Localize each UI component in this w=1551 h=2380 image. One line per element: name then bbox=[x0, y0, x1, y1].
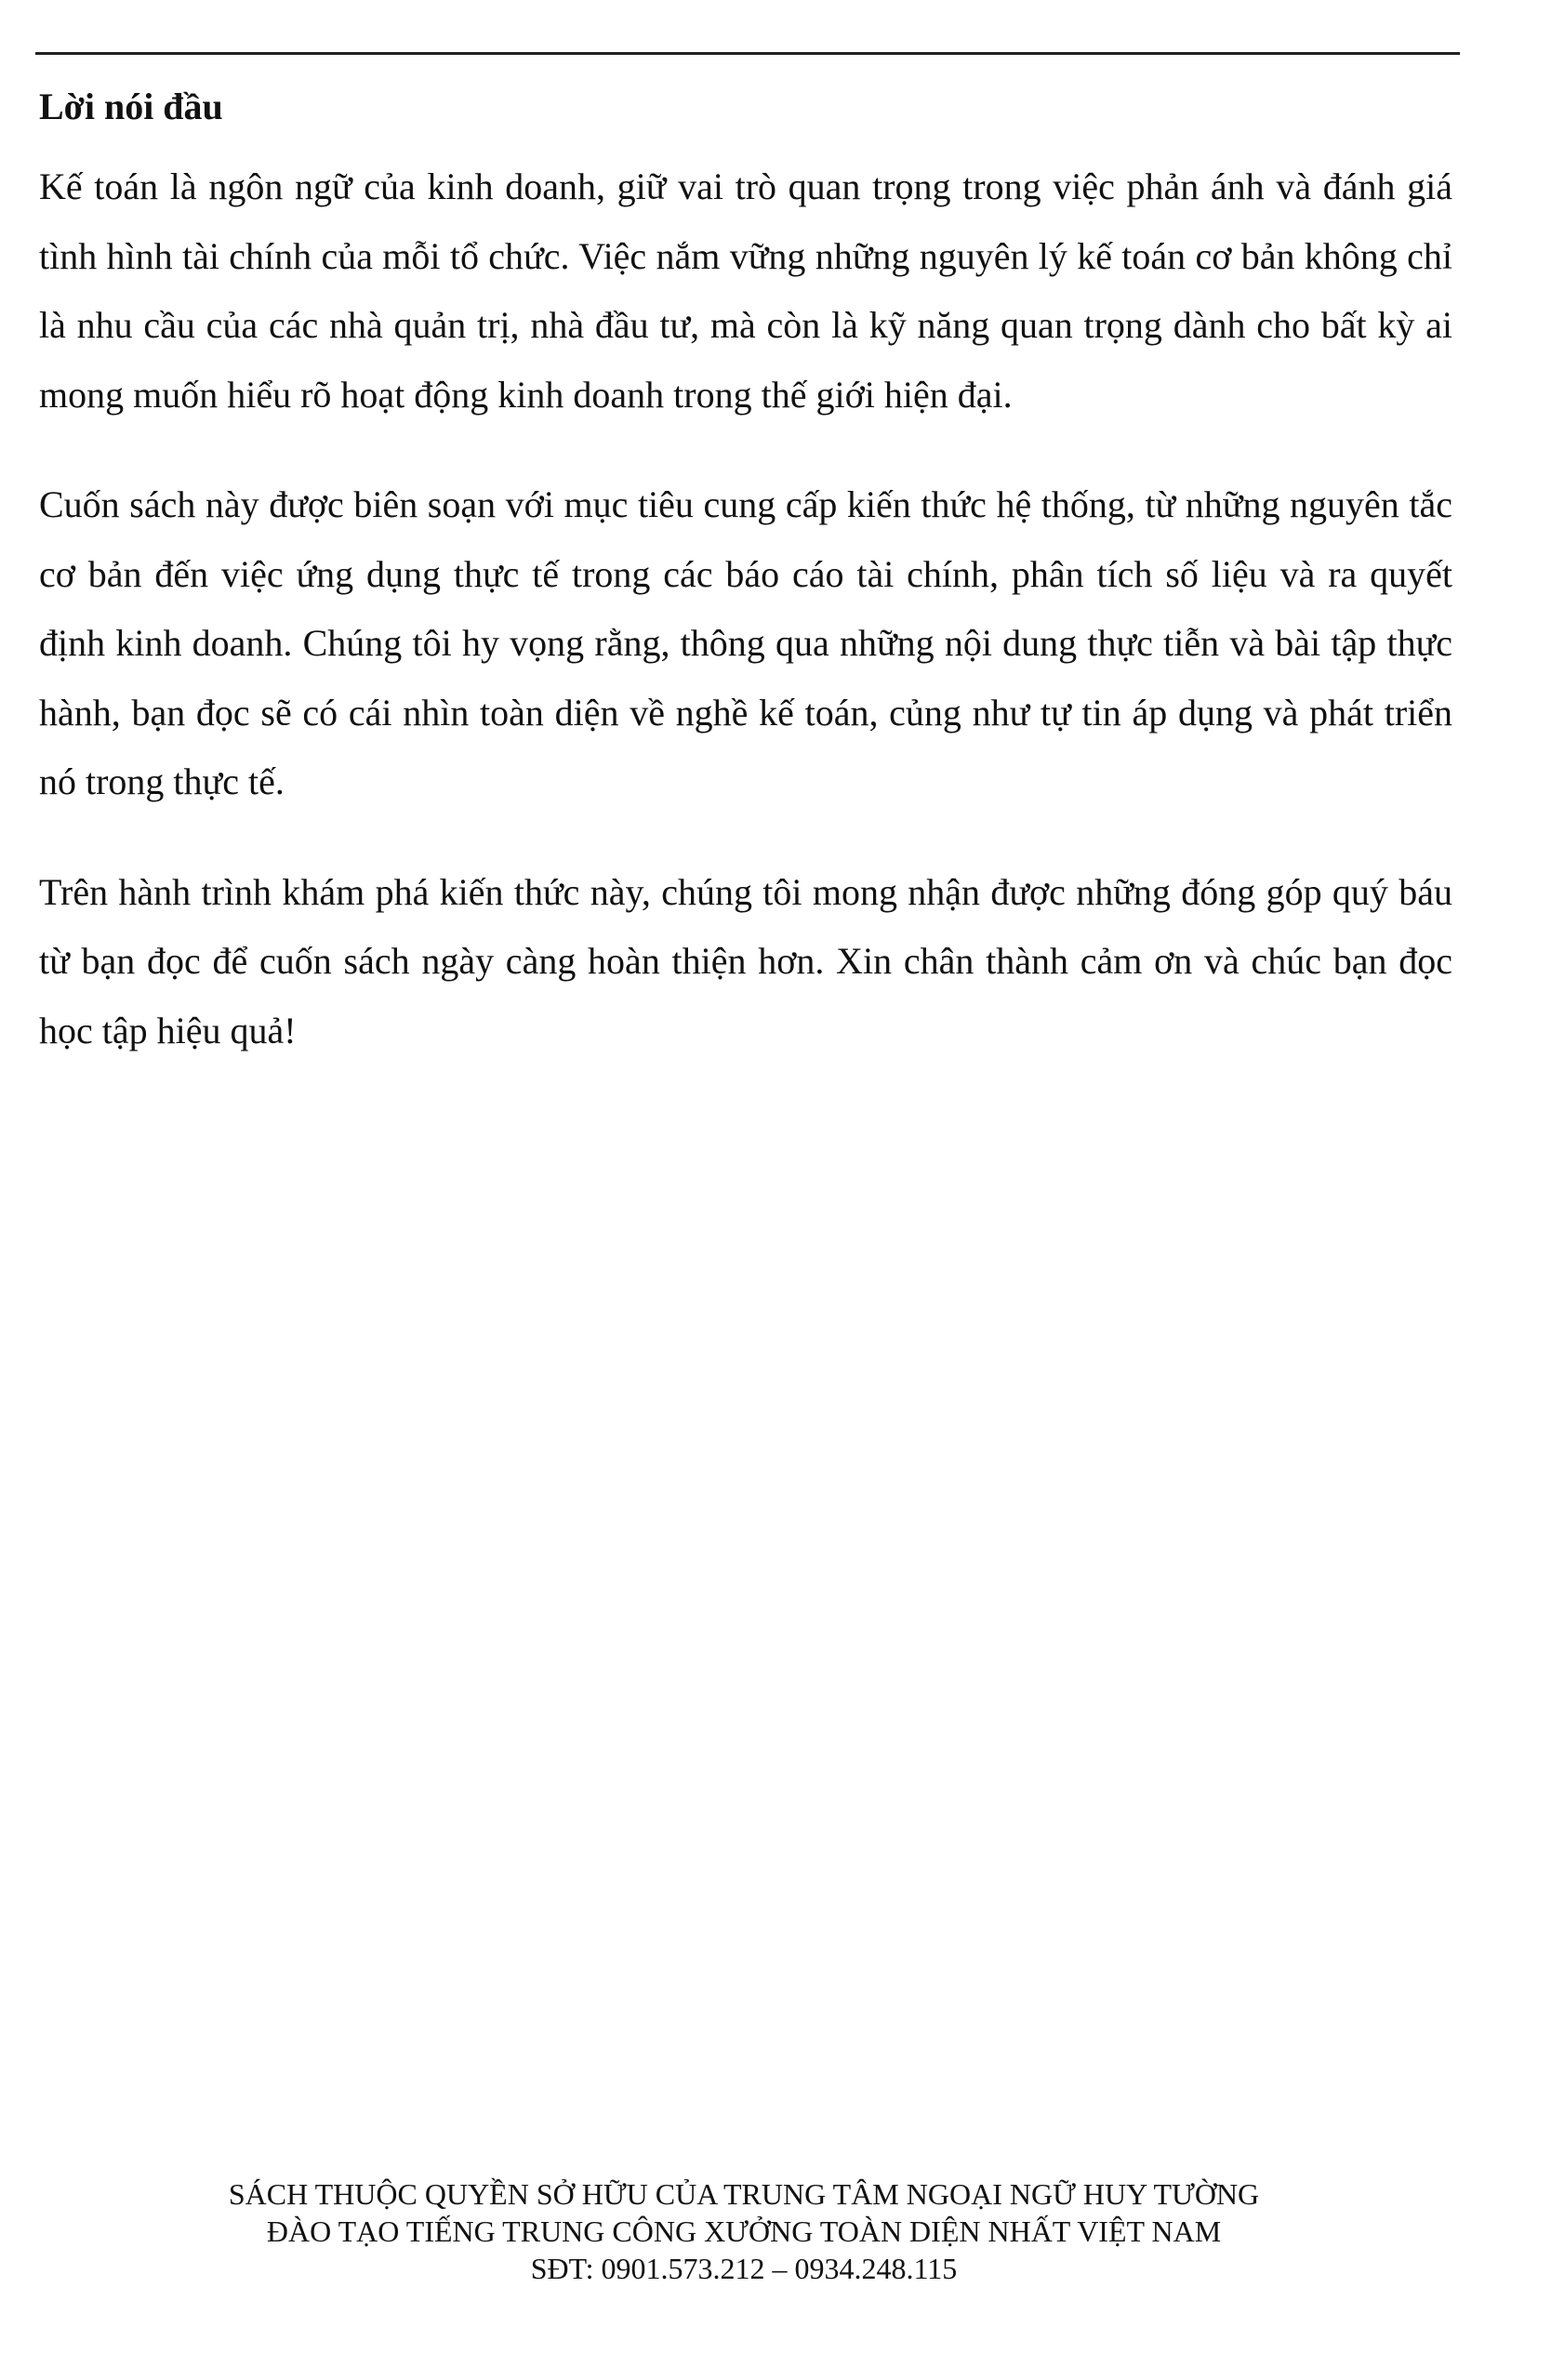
paragraph-1: Kế toán là ngôn ngữ của kinh doanh, giữ vai trò quan trọng trong việc phản ánh và đánh giá tình hình tài chính của mỗi tổ chức. Việc nắm vững những nguyên lý kế toán cơ bản không chỉ là nhu cầu của các nhà quản trị, nhà đầu tư, mà còn là kỹ năng quan trọng dành cho bất kỳ ai mong muốn hiểu rõ hoạt động kinh doanh trong thế giới hiện đại. bbox=[39, 165, 1452, 416]
paragraph-2: Cuốn sách này được biên soạn với mục tiêu cung cấp kiến thức hệ thống, từ những nguyên tắc cơ bản đến việc ứng dụng thực tế trong các báo cáo tài chính, phân tích số liệu và ra quyết định kinh doanh. Chúng tôi hy vọng rằng, thông qua những nội dung thực tiễn và bài tập thực hành, bạn đọc sẽ có cái nhìn toàn diện về nghề kế toán, củng như tự tin áp dụng và phát triển nó trong thực tế. bbox=[39, 483, 1452, 802]
footer-tagline: ĐÀO TẠO TIẾNG TRUNG CÔNG XƯỞNG TOÀN DIỆN NHẤT VIỆT NAM bbox=[266, 2215, 1222, 2248]
footer-phone: SĐT: 0901.573.212 – 0934.248.115 bbox=[530, 2252, 958, 2285]
paragraph-3: Trên hành trình khám phá kiến thức này, chúng tôi mong nhận được những đóng góp quý báu từ bạn đọc để cuốn sách ngày càng hoàn thiện hơn. Xin chân thành cảm ơn và chúc bạn đọc học tập hiệu quả! bbox=[39, 870, 1452, 1051]
top-rule bbox=[35, 52, 1460, 55]
page-footer bbox=[0, 2175, 1488, 2287]
footer-ownership-line: SÁCH THUỘC QUYỀN SỞ HỮU CỦA TRUNG TÂM NGOẠI NGỮ HUY TƯỜNG bbox=[228, 2177, 1260, 2211]
document-body bbox=[39, 78, 1452, 1106]
page-title: Lời nói đầu bbox=[39, 86, 223, 127]
